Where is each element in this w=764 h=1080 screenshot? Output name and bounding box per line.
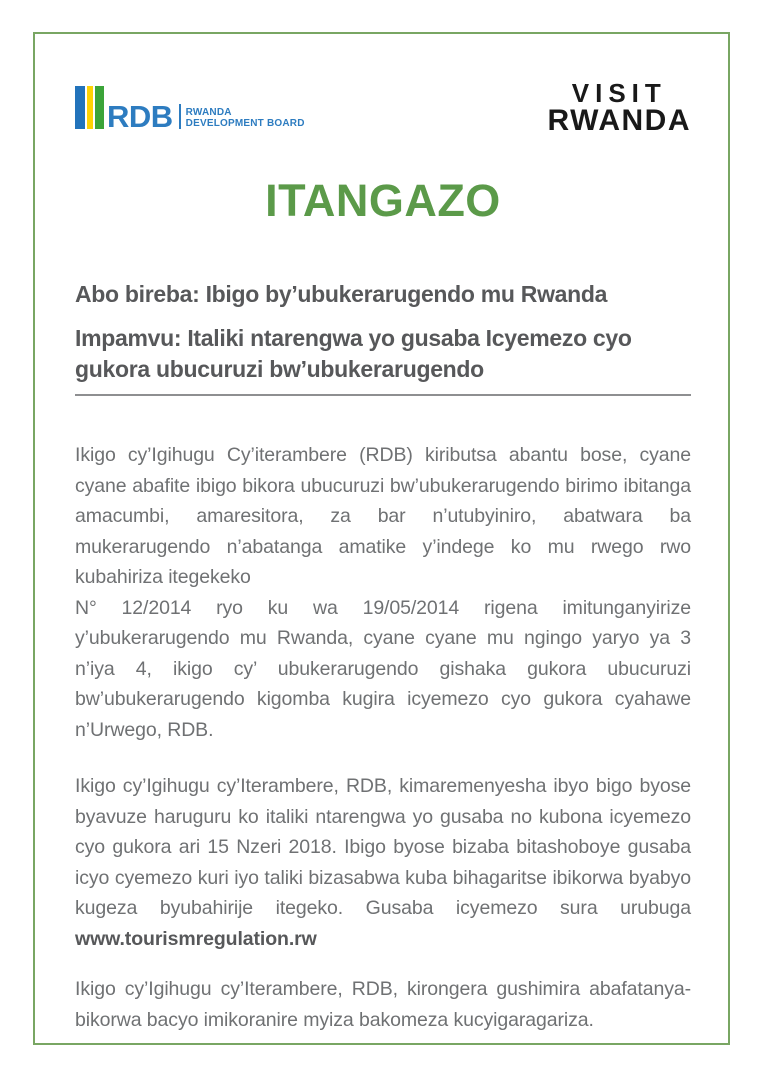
paragraph-3: Ikigo cy’Igihugu cy’Iterambere, RDB, kirongera gushimira abafatanya-bikorwa bacyo imikoranire myiza bakomeza kucyigaragariza. (75, 978, 691, 1031)
paragraph-1-part-2: N° 12/2014 ryo ku wa 19/05/2014 rigena imitunganyirize y’ubukerarugendo mu Rwanda, cyane cyane mu ngingo yaryo ya 3 n’iya 4, ikigo cy’ ubukerarugendo gishaka gukora ubucuruzi bw’ubukerarugendo kigomba kugira icyemezo cyo gukora cyahawe n’Urwego, RDB. (75, 596, 691, 741)
website-url: www.tourismregulation.rw (75, 927, 317, 950)
rdb-stripe-green (95, 86, 104, 129)
divider-rule (75, 394, 691, 396)
paragraph-1-part-1: Ikigo cy’Igihugu Cy’iterambere (RDB) kiributsa abantu bose, cyane cyane abafite ibigo bikora ubucuruzi bw’ubukerarugendo birimo ibitanga amacumbi, amaresitora, za bar n’utubyiniro, abatwara ba mukerarugendo n’abatanga amatike y’indege ko mu rwego rwo kubahiriza itegekeko (75, 444, 691, 588)
paragraph-2-text: Ikigo cy’Igihugu cy’Iterambere, RDB, kimaremenyesha ibyo bigo byose byavuze haruguru ko italiki ntarengwa yo gusaba no kubona icyemezo cyo gukora ari 15 Nzeri 2018. Ibigo byose bizaba bitashoboye gusaba icyo cyemezo kuri iyo taliki bizasabwa kuba bihagaritse ibikorwa byabyo kugeza byubahirije itegeko. Gusaba icyemezo sura urubuga (75, 775, 691, 919)
recipients-line: Abo bireba: Ibigo by’ubukerarugendo mu Rwanda (75, 281, 608, 307)
rdb-stripe-yellow (87, 86, 93, 129)
announcement-body (75, 440, 691, 1035)
subject-line: Impamvu: Italiki ntarengwa yo gusaba Icyemezo cyo gukora ubucuruzi bw’ubukerarugendo (75, 325, 632, 382)
visit-rwanda-line2: RWANDA (547, 104, 691, 137)
rdb-org-name (186, 107, 305, 129)
page-border-frame (33, 32, 730, 1045)
rdb-stripe-blue (75, 86, 85, 129)
rdb-logo (75, 86, 305, 134)
rdb-logo-divider (179, 104, 181, 129)
rdb-org-line1: RWANDA (185, 107, 232, 118)
page-title: ITANGAZO (265, 175, 501, 226)
rdb-flag-stripes-icon (75, 86, 104, 129)
paragraph-2 (75, 771, 691, 954)
header (75, 78, 691, 137)
visit-rwanda-logo (548, 80, 691, 136)
rdb-org-line2: DEVELOPMENT BOARD (185, 118, 305, 129)
visit-rwanda-line1: VISIT (571, 78, 667, 108)
rdb-acronym: RDB (107, 98, 173, 134)
